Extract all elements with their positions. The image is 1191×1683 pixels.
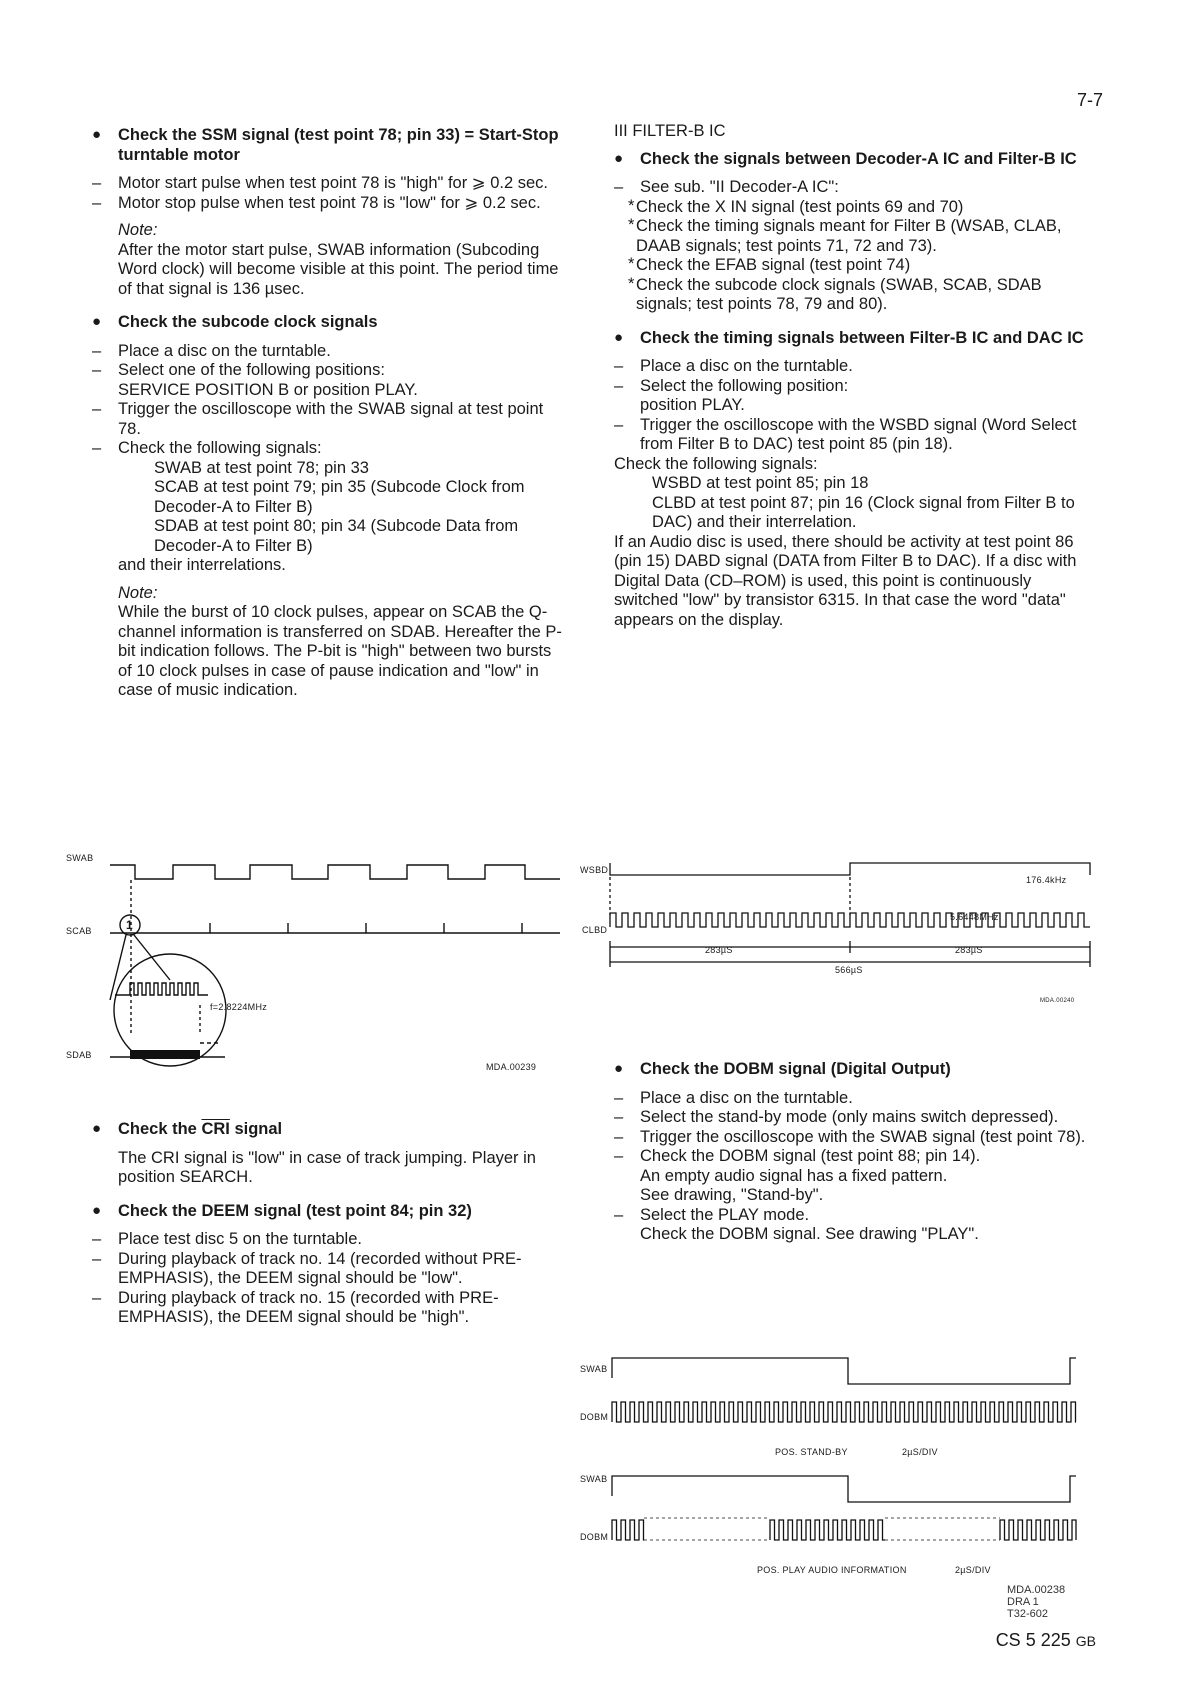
ssm-heading: ● Check the SSM signal (test point 78; pin 33) = Start-Stop turntable motor xyxy=(92,126,567,165)
document-code: CS 5 225 GB xyxy=(995,1630,1096,1650)
dobm-play-diagram xyxy=(600,1468,1080,1548)
diagram3-swab-label-1: SWAB xyxy=(580,1364,608,1374)
timing-signal-2: CLBD at test point 87; pin 16 (Clock signal from Filter B to DAC) and their interrelation. xyxy=(652,493,1075,531)
timing-item-2: – Select the following position: xyxy=(614,377,1094,397)
dobm-item-4: – Check the DOBM signal (test point 88; pin 14). xyxy=(614,1147,1094,1167)
cri-heading: ● Check the $\overline{CRI}$ signal xyxy=(92,1120,567,1140)
dobm-standby-diagram xyxy=(600,1350,1080,1430)
dobm-item-1: – Place a disc on the turntable. xyxy=(614,1089,1094,1109)
subcode-after: and their interrelations. xyxy=(118,556,286,574)
diagram1-scab-label: SCAB xyxy=(66,926,92,936)
diagram3-div-play: 2µS/DIV xyxy=(955,1565,991,1575)
decoder-sub-2: * Check the timing signals meant for Filter B (WSAB, CLAB, DAAB signals; test points 71, 72 and 73). xyxy=(614,217,1094,256)
diagram1-swab-label: SWAB xyxy=(66,853,94,863)
deem-item-1: – Place test disc 5 on the turntable. xyxy=(92,1230,567,1250)
subcode-item-2-sub: SERVICE POSITION B or position PLAY. xyxy=(118,380,418,399)
timing-paragraph: If an Audio disc is used, there should be activity at test point 86 (pin 15) DABD signal (DATA from Filter B to DAC). If a disc with Digital Data (CD–ROM) is used, this point is continuously switched "low" by transistor 6315. In that case the word "data" appears on the display. xyxy=(614,532,1077,629)
diagram1-ref: MDA.00239 xyxy=(486,1062,537,1072)
deem-item-2: – During playback of track no. 14 (recorded without PRE-EMPHASIS), the DEEM signal should be "low". xyxy=(92,1250,567,1289)
subcode-signal-1: SWAB at test point 78; pin 33 xyxy=(154,458,369,477)
ssm-item-2: – Motor stop pulse when test point 78 is "low" for ⩾ 0.2 sec. xyxy=(92,194,567,214)
subcode-signal-2: SCAB at test point 79; pin 35 (Subcode Clock from Decoder-A to Filter B) xyxy=(154,478,525,516)
subcode-item-1: – Place a disc on the turntable. xyxy=(92,342,567,362)
dobm-heading: ● Check the DOBM signal (Digital Output) xyxy=(614,1060,1094,1080)
subcode-item-3: – Trigger the oscilloscope with the SWAB signal at test point 78. xyxy=(92,400,567,439)
dobm-item-5-sub: Check the DOBM signal. See drawing "PLAY". xyxy=(640,1225,979,1243)
diagram3-swab-label-2: SWAB xyxy=(580,1474,608,1484)
timing-signal-1: WSBD at test point 85; pin 18 xyxy=(652,474,869,492)
diagram3-dobm-label-2: DOBM xyxy=(580,1532,609,1542)
diagram2-f1: 176.4kHz xyxy=(1026,875,1067,885)
ssm-note-label: Note: xyxy=(118,221,158,239)
diagram2-t1: 283µS xyxy=(705,945,733,955)
diagram3-caption-standby: POS. STAND-BY xyxy=(775,1447,848,1457)
diagram2-f2: 5.6448MHz xyxy=(950,912,999,922)
subcode-note-label: Note: xyxy=(118,583,158,602)
ssm-item-1: – Motor start pulse when test point 78 is "high" for ⩾ 0.2 sec. xyxy=(92,174,567,194)
diagram2-t2: 283µS xyxy=(955,945,983,955)
timing-heading: ● Check the timing signals between Filter-B IC and DAC IC xyxy=(614,329,1094,349)
diagram3-div-standby: 2µS/DIV xyxy=(902,1447,938,1457)
subcode-item-4: – Check the following signals: xyxy=(92,439,567,459)
diagram2-ref: MDA.00240 xyxy=(1040,998,1075,1004)
diagram1-marker: 1 xyxy=(126,918,133,932)
deem-item-3: – During playback of track no. 15 (recorded with PRE-EMPHASIS), the DEEM signal should be "high". xyxy=(92,1289,567,1328)
dobm-item-2: – Select the stand-by mode (only mains switch depressed). xyxy=(614,1108,1094,1128)
cri-text: The CRI signal is "low" in case of track jumping. Player in position SEARCH. xyxy=(118,1148,536,1186)
decoder-sub-1: * Check the X IN signal (test points 69 and 70) xyxy=(614,198,1094,218)
right-column-bottom xyxy=(614,1060,1094,1245)
left-column-top xyxy=(92,126,567,701)
diagram1-sdab-label: SDAB xyxy=(66,1050,92,1060)
left-column-bottom xyxy=(92,1120,567,1328)
diagram3-caption-play: POS. PLAY AUDIO INFORMATION xyxy=(757,1565,907,1575)
filter-b-title: III FILTER-B IC xyxy=(614,122,726,140)
diagram1-frequency: f=2.8224MHz xyxy=(210,1002,268,1012)
dobm-item-4-sub-2: See drawing, "Stand-by". xyxy=(640,1186,824,1204)
subcode-note-text: While the burst of 10 clock pulses, appear on SCAB the Q-channel information is transferred on SDAB. Hereafter the P-bit indication follows. The P-bit is "high" between two bursts of 10 clock pulses in case of pause indication and "low" in case of music indication. xyxy=(118,603,562,699)
subcode-heading: ● Check the subcode clock signals xyxy=(92,313,567,333)
timing-check: Check the following signals: xyxy=(614,454,818,473)
dobm-item-3: – Trigger the oscilloscope with the SWAB signal (test point 78). xyxy=(614,1128,1094,1148)
wsbd-clbd-diagram xyxy=(580,855,1100,1005)
dobm-item-5: – Select the PLAY mode. xyxy=(614,1206,1094,1226)
decoder-sub-4: * Check the subcode clock signals (SWAB, SCAB, SDAB signals; test points 78, 79 and 80). xyxy=(614,276,1094,315)
diagram2-wsbd-label: WSBD xyxy=(580,865,609,875)
footer-refs: MDA.00238 DRA 1 T32-602 xyxy=(1007,1584,1066,1620)
subcode-item-2: – Select one of the following positions: xyxy=(92,361,567,381)
subcode-clock-diagram xyxy=(60,845,580,1075)
decoder-sub-3: * Check the EFAB signal (test point 74) xyxy=(614,256,1094,276)
decoder-heading: ● Check the signals between Decoder-A IC and Filter-B IC xyxy=(614,150,1094,170)
diagram2-t3: 566µS xyxy=(835,965,863,975)
timing-item-2-sub: position PLAY. xyxy=(640,396,745,414)
subcode-signal-3: SDAB at test point 80; pin 34 (Subcode Data from Decoder-A to Filter B) xyxy=(154,517,519,555)
page-number: 7-7 xyxy=(1076,90,1103,110)
timing-item-1: – Place a disc on the turntable. xyxy=(614,357,1094,377)
ssm-note-text: After the motor start pulse, SWAB information (Subcoding Word clock) will become visible at this point. The period time of that signal is 136 µsec. xyxy=(118,240,559,298)
right-column-top xyxy=(614,122,1094,630)
diagram3-dobm-label-1: DOBM xyxy=(580,1412,609,1422)
decoder-item-1: – See sub. "II Decoder-A IC": xyxy=(614,178,1094,198)
dobm-item-4-sub-1: An empty audio signal has a fixed pattern. xyxy=(640,1166,948,1185)
diagram2-clbd-label: CLBD xyxy=(582,925,608,935)
timing-item-3: – Trigger the oscilloscope with the WSBD signal (Word Select from Filter B to DAC) test point 85 (pin 18). xyxy=(614,416,1094,455)
deem-heading: ● Check the DEEM signal (test point 84; pin 32) xyxy=(92,1202,567,1222)
